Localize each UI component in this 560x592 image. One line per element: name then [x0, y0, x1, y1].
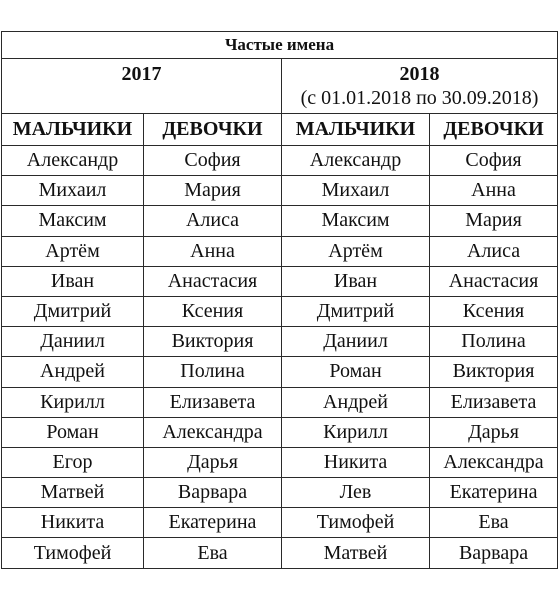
- boy-name-2018: Максим: [282, 206, 430, 236]
- boy-name-2017: Никита: [2, 508, 144, 538]
- girl-name-2017: Ксения: [144, 296, 282, 326]
- column-header-girls-2018: ДЕВОЧКИ: [430, 114, 558, 146]
- girl-name-2018: Александра: [430, 447, 558, 477]
- table-row: [2, 327, 558, 357]
- girl-name-2018: Ксения: [430, 296, 558, 326]
- girl-name-2017: Ева: [144, 538, 282, 568]
- girl-name-2018: Анастасия: [430, 266, 558, 296]
- table-row: [2, 146, 558, 176]
- boy-name-2017: Егор: [2, 447, 144, 477]
- boy-name-2017: Дмитрий: [2, 296, 144, 326]
- table-row: [2, 538, 558, 568]
- table-row: [2, 176, 558, 206]
- year-2018-period: (с 01.01.2018 по 30.09.2018): [300, 87, 539, 109]
- girl-name-2017: Анна: [144, 236, 282, 266]
- table-title: Частые имена: [2, 32, 558, 59]
- girl-name-2018: Виктория: [430, 357, 558, 387]
- table-row: [2, 296, 558, 326]
- year-2017-label: 2017: [121, 63, 162, 85]
- boy-name-2018: Иван: [282, 266, 430, 296]
- boy-name-2018: Кирилл: [282, 417, 430, 447]
- column-header-boys-2018: МАЛЬЧИКИ: [282, 114, 430, 146]
- table-row: [2, 478, 558, 508]
- girl-name-2018: Елизавета: [430, 387, 558, 417]
- column-header-boys-2017: МАЛЬЧИКИ: [2, 114, 144, 146]
- girl-name-2018: Мария: [430, 206, 558, 236]
- boy-name-2018: Никита: [282, 447, 430, 477]
- table-row: [2, 417, 558, 447]
- girl-name-2018: Анна: [430, 176, 558, 206]
- boy-name-2017: Роман: [2, 417, 144, 447]
- boy-name-2018: Артём: [282, 236, 430, 266]
- boy-name-2017: Иван: [2, 266, 144, 296]
- girl-name-2018: Варвара: [430, 538, 558, 568]
- girl-name-2017: Елизавета: [144, 387, 282, 417]
- column-header-girls-2017: ДЕВОЧКИ: [144, 114, 282, 146]
- girl-name-2017: София: [144, 146, 282, 176]
- names-table: [1, 31, 558, 569]
- boy-name-2018: Александр: [282, 146, 430, 176]
- table-row: [2, 508, 558, 538]
- girl-name-2018: Ева: [430, 508, 558, 538]
- girl-name-2018: София: [430, 146, 558, 176]
- girl-name-2018: Полина: [430, 327, 558, 357]
- boy-name-2017: Даниил: [2, 327, 144, 357]
- table-row: [2, 236, 558, 266]
- boy-name-2018: Даниил: [282, 327, 430, 357]
- girl-name-2018: Дарья: [430, 417, 558, 447]
- girl-name-2017: Мария: [144, 176, 282, 206]
- girl-name-2018: Екатерина: [430, 478, 558, 508]
- table-row: [2, 206, 558, 236]
- year-2018-label: 2018: [399, 63, 440, 85]
- boy-name-2018: Роман: [282, 357, 430, 387]
- girl-name-2017: Дарья: [144, 447, 282, 477]
- year-2018-header: [282, 59, 558, 114]
- boy-name-2018: Матвей: [282, 538, 430, 568]
- girl-name-2017: Полина: [144, 357, 282, 387]
- table-row: [2, 266, 558, 296]
- year-row: [2, 59, 558, 114]
- boy-name-2017: Максим: [2, 206, 144, 236]
- boy-name-2017: Матвей: [2, 478, 144, 508]
- boy-name-2018: Лев: [282, 478, 430, 508]
- boy-name-2017: Артём: [2, 236, 144, 266]
- boy-name-2017: Александр: [2, 146, 144, 176]
- boy-name-2017: Кирилл: [2, 387, 144, 417]
- boy-name-2018: Андрей: [282, 387, 430, 417]
- girl-name-2017: Алиса: [144, 206, 282, 236]
- column-headers-row: [2, 114, 558, 146]
- boy-name-2018: Тимофей: [282, 508, 430, 538]
- girl-name-2017: Виктория: [144, 327, 282, 357]
- table-row: [2, 387, 558, 417]
- boy-name-2018: Дмитрий: [282, 296, 430, 326]
- boy-name-2018: Михаил: [282, 176, 430, 206]
- girl-name-2018: Алиса: [430, 236, 558, 266]
- boy-name-2017: Андрей: [2, 357, 144, 387]
- table-row: [2, 447, 558, 477]
- boy-name-2017: Тимофей: [2, 538, 144, 568]
- girl-name-2017: Екатерина: [144, 508, 282, 538]
- girl-name-2017: Анастасия: [144, 266, 282, 296]
- table-row: [2, 357, 558, 387]
- boy-name-2017: Михаил: [2, 176, 144, 206]
- girl-name-2017: Александра: [144, 417, 282, 447]
- names-body: [2, 146, 558, 569]
- year-2017-header: [2, 59, 282, 114]
- title-row: [2, 32, 558, 59]
- girl-name-2017: Варвара: [144, 478, 282, 508]
